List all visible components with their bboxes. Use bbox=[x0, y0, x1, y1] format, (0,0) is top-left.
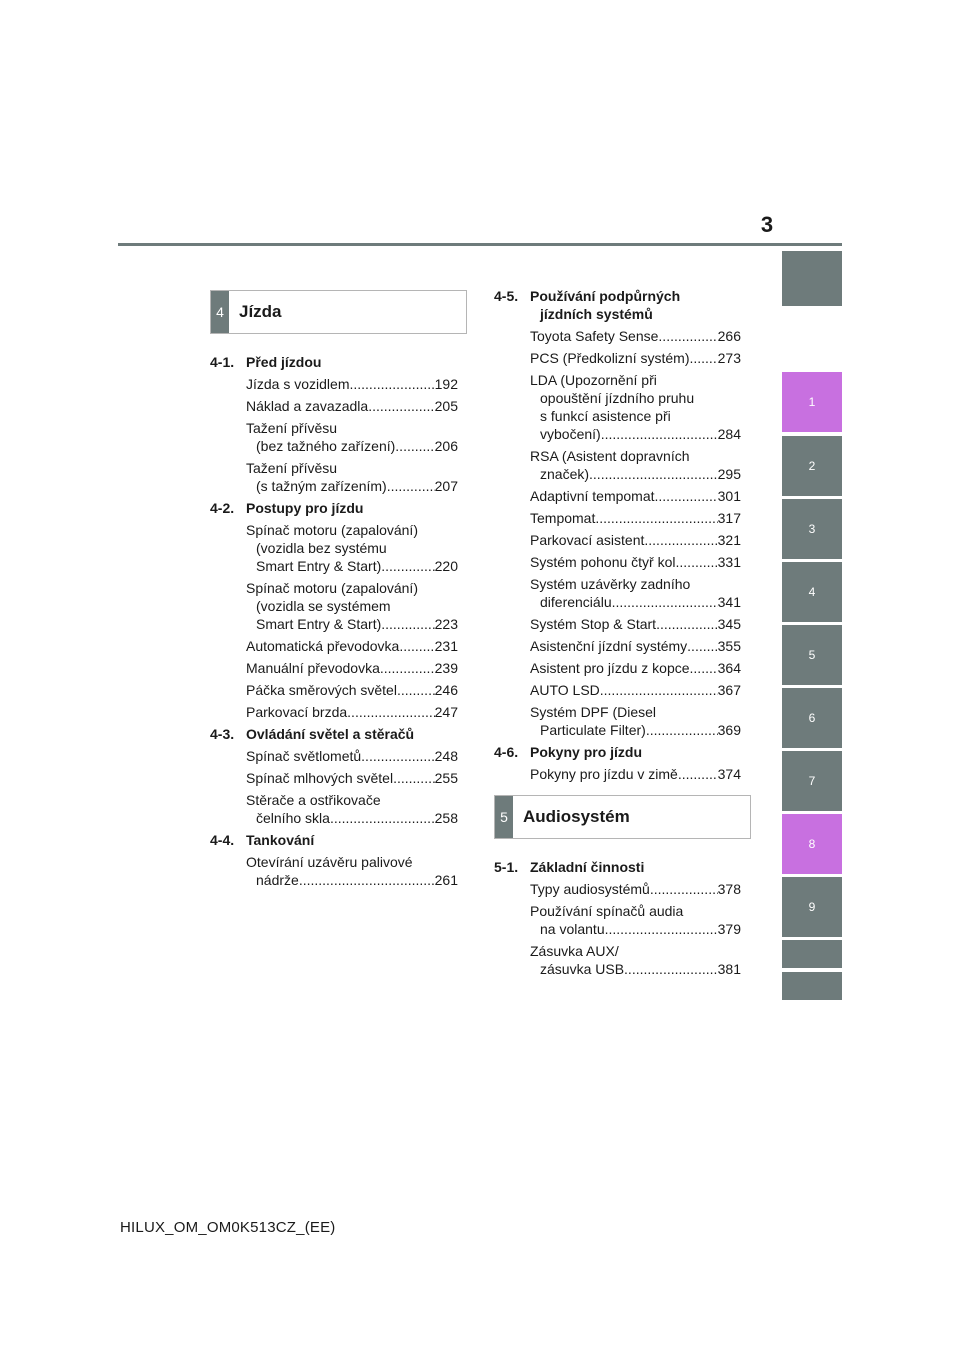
toc-entry[interactable]: LDA (Upozornění při opouštění jízdního pruhu s funkcí asistence při vybočení) ..... 284 bbox=[494, 371, 741, 443]
toc-entry[interactable]: Stěrače a ostřikovače čelního skla ..... 258 bbox=[210, 791, 458, 827]
toc-entry[interactable]: Tažení přívěsu (s tažným zařízením) ..... 207 bbox=[210, 459, 458, 495]
toc-entry[interactable]: Otevírání uzávěru palivové nádrže ..... 261 bbox=[210, 853, 458, 889]
toc-entry[interactable]: AUTO LSD ..... 367 bbox=[494, 681, 741, 699]
toc-entry[interactable]: Parkovací brzda ..... 247 bbox=[210, 703, 458, 721]
toc-entry[interactable]: Tažení přívěsu (bez tažného zařízení) ..... 206 bbox=[210, 419, 458, 455]
section-number: 4 bbox=[211, 291, 229, 333]
chapter-tab-7[interactable]: 7 bbox=[782, 751, 842, 811]
chapter-tab-2[interactable]: 2 bbox=[782, 436, 842, 496]
chapter-tab-1[interactable]: 1 bbox=[782, 372, 842, 432]
toc-entry[interactable]: Systém pohonu čtyř kol ..... 331 bbox=[494, 553, 741, 571]
toc-entry[interactable]: Spínač mlhových světel ..... 255 bbox=[210, 769, 458, 787]
toc-entry[interactable]: Náklad a zavazadla ..... 205 bbox=[210, 397, 458, 415]
chapter-tab-8[interactable]: 8 bbox=[782, 814, 842, 874]
toc-right-column bbox=[494, 287, 741, 787]
chapter-heading[interactable]: 4-3. Ovládání světel a stěračů bbox=[210, 726, 415, 742]
toc-entry[interactable]: PCS (Předkolizní systém) ..... 273 bbox=[494, 349, 741, 367]
toc-entry[interactable]: Spínač světlometů ..... 248 bbox=[210, 747, 458, 765]
chapter-tab-blank[interactable] bbox=[782, 251, 842, 306]
chapter-tab-9[interactable]: 9 bbox=[782, 877, 842, 937]
toc-entry[interactable]: Systém DPF (Diesel Particulate Filter) ..... 369 bbox=[494, 703, 741, 739]
section-header-4 bbox=[210, 290, 467, 334]
chapter-heading[interactable]: 4-5. Používání podpůrných jízdních systémů bbox=[494, 288, 681, 322]
toc-entry[interactable]: Páčka směrových světel ..... 246 bbox=[210, 681, 458, 699]
toc-entry[interactable]: Parkovací asistent ..... 321 bbox=[494, 531, 741, 549]
section-title: Jízda bbox=[239, 302, 282, 321]
toc-entry[interactable]: Jízda s vozidlem ..... 192 bbox=[210, 375, 458, 393]
toc-entry[interactable]: Používání spínačů audia na volantu ..... 379 bbox=[494, 902, 741, 938]
chapter-heading[interactable]: 4-4. Tankování bbox=[210, 832, 315, 848]
section-number: 5 bbox=[495, 796, 513, 838]
toc-left-column bbox=[210, 353, 458, 893]
chapter-heading[interactable]: 4-1. Před jízdou bbox=[210, 354, 322, 370]
toc-entry[interactable]: Manuální převodovka ..... 239 bbox=[210, 659, 458, 677]
document-footer: HILUX_OM_OM0K513CZ_(EE) bbox=[120, 1219, 336, 1236]
toc-entry[interactable]: Automatická převodovka ..... 231 bbox=[210, 637, 458, 655]
toc-entry[interactable]: Toyota Safety Sense ..... 266 bbox=[494, 327, 741, 345]
toc-right-column-lower bbox=[494, 858, 741, 982]
chapter-tab-blank[interactable] bbox=[782, 972, 842, 1000]
chapter-tab-5[interactable]: 5 bbox=[782, 625, 842, 685]
chapter-tab-blank[interactable] bbox=[782, 940, 842, 968]
toc-entry[interactable]: Zásuvka AUX/ zásuvka USB ..... 381 bbox=[494, 942, 741, 978]
chapter-heading[interactable]: 5-1. Základní činnosti bbox=[494, 859, 645, 875]
toc-entry[interactable]: Asistenční jízdní systémy ..... 355 bbox=[494, 637, 741, 655]
toc-entry[interactable]: Spínač motoru (zapalování) (vozidla bez systému Smart Entry & Start) ..... 220 bbox=[210, 521, 458, 575]
toc-entry[interactable]: Pokyny pro jízdu v zimě ..... 374 bbox=[494, 765, 741, 783]
toc-entry[interactable]: Asistent pro jízdu z kopce ..... 364 bbox=[494, 659, 741, 677]
header-rule bbox=[118, 243, 842, 246]
chapter-heading[interactable]: 4-6. Pokyny pro jízdu bbox=[494, 744, 643, 760]
toc-entry[interactable]: Spínač motoru (zapalování) (vozidla se systémem Smart Entry & Start) ..... 223 bbox=[210, 579, 458, 633]
toc-entry[interactable]: Adaptivní tempomat ..... 301 bbox=[494, 487, 741, 505]
chapter-heading[interactable]: 4-2. Postupy pro jízdu bbox=[210, 500, 364, 516]
section-title: Audiosystém bbox=[523, 807, 630, 826]
toc-entry[interactable]: Systém Stop & Start ..... 345 bbox=[494, 615, 741, 633]
page-number: 3 bbox=[760, 212, 774, 237]
toc-entry[interactable]: RSA (Asistent dopravních značek) ..... 295 bbox=[494, 447, 741, 483]
toc-entry[interactable]: Typy audiosystémů ..... 378 bbox=[494, 880, 741, 898]
chapter-tab-3[interactable]: 3 bbox=[782, 499, 842, 559]
chapter-tab-6[interactable]: 6 bbox=[782, 688, 842, 748]
chapter-tab-4[interactable]: 4 bbox=[782, 562, 842, 622]
toc-entry[interactable]: Systém uzávěrky zadního diferenciálu ..... 341 bbox=[494, 575, 741, 611]
section-header-5 bbox=[494, 795, 751, 839]
toc-entry[interactable]: Tempomat ..... 317 bbox=[494, 509, 741, 527]
